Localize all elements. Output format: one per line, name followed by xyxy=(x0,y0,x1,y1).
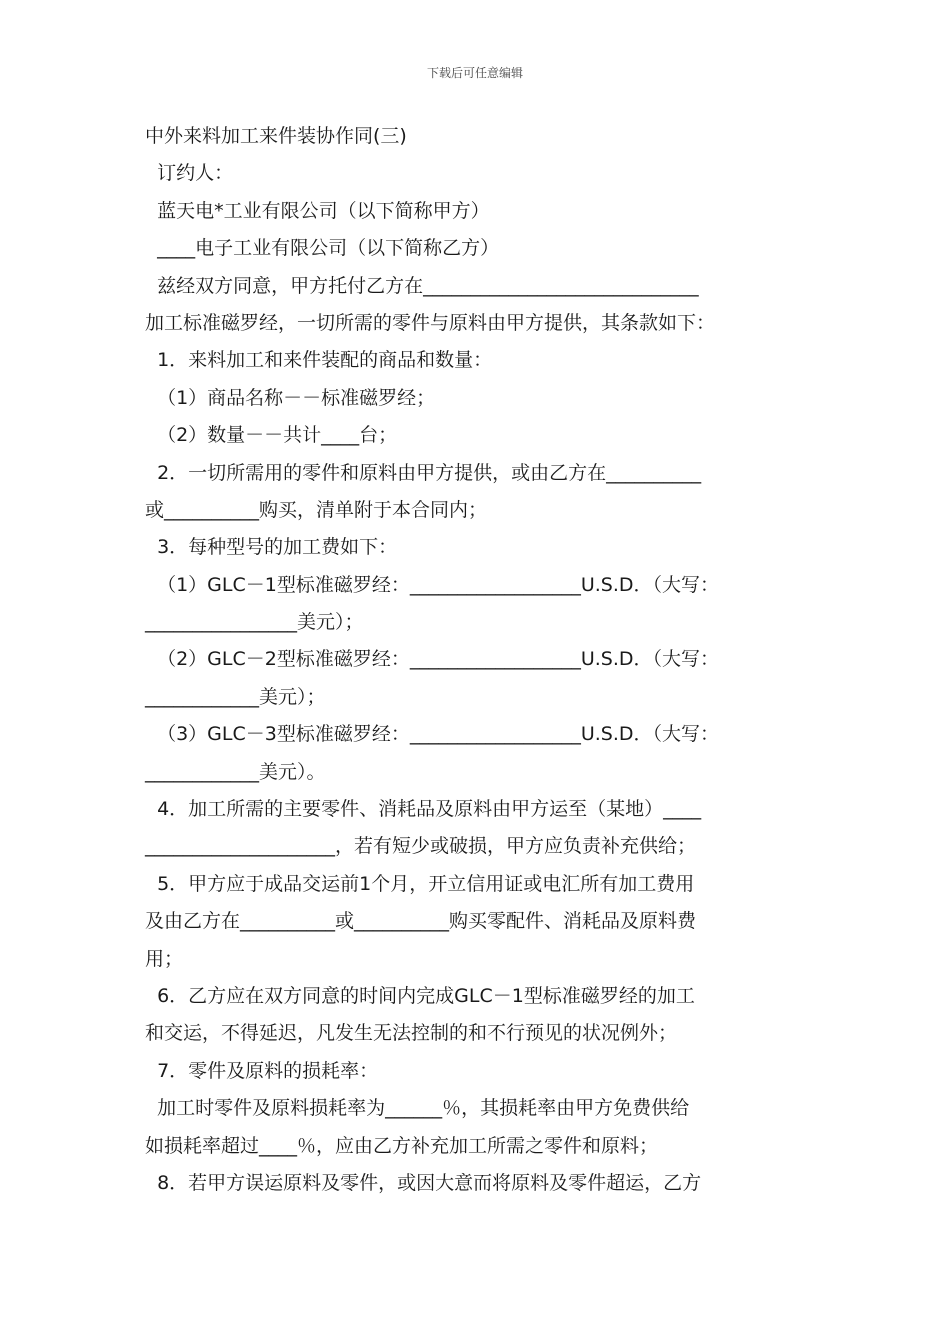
clause-5-line-1: 5．甲方应于成品交运前1个月，开立信用证或电汇所有加工费用 xyxy=(145,872,695,895)
clause-3-heading: 3．每种型号的加工费如下： xyxy=(145,536,398,559)
clause-3-item-1-cont: ________________美元）； xyxy=(145,611,364,634)
clause-5-line-3: 用； xyxy=(145,947,184,970)
clause-6-line-2: 和交运，不得延迟，凡发生无法控制的和不行预见的状况例外； xyxy=(145,1022,678,1045)
page-header: 下载后可任意编辑 xyxy=(426,66,523,80)
clause-6-line-1: 6．乙方应在双方同意的时间内完成GLC－1型标准磁罗经的加工 xyxy=(145,984,695,1007)
clause-5-line-2: 及由乙方在__________或__________购买零配件、消耗品及原料费 xyxy=(145,910,697,933)
clause-8-line-1: 8．若甲方误运原料及零件，或因大意而将原料及零件超运，乙方 xyxy=(145,1171,702,1194)
party-b: ____电子工业有限公司（以下简称乙方） xyxy=(145,237,500,260)
clause-7-heading: 7．零件及原料的损耗率： xyxy=(145,1059,379,1082)
clause-3-item-3-cont: ____________美元）。 xyxy=(145,760,326,783)
clause-3-item-1: （1）GLC－1型标准磁罗经：__________________U.S.D．（大写： xyxy=(145,573,720,596)
clause-7-line-2: 如损耗率超过____％，应由乙方补充加工所需之零件和原料； xyxy=(145,1134,659,1157)
clause-2-line-1: 2．一切所需用的零件和原料由甲方提供，或由乙方在__________ xyxy=(145,461,702,484)
clause-1-item-2: （2）数量－－共计____台； xyxy=(145,424,398,447)
clause-3-item-2-cont: ____________美元）； xyxy=(145,685,326,708)
clause-7-line-1: 加工时零件及原料损耗率为______％，其损耗率由甲方免费供给 xyxy=(145,1097,690,1120)
contract-title: 中外来料加工来件装协作同(三) xyxy=(145,125,407,147)
preamble-line-2: 加工标准磁罗经，一切所需的零件与原料由甲方提供，其条款如下： xyxy=(145,311,716,334)
party-a: 蓝天电*工业有限公司（以下简称甲方） xyxy=(145,199,490,222)
clause-3-item-3: （3）GLC－3型标准磁罗经：__________________U.S.D．（大写： xyxy=(145,723,720,746)
preamble-line-1: 兹经双方同意，甲方托付乙方在_____________________________ xyxy=(145,274,699,297)
clause-4-line-2: ____________________，若有短少或破损，甲方应负责补充供给； xyxy=(145,835,697,858)
clause-1-heading: 1．来料加工和来件装配的商品和数量： xyxy=(145,349,493,372)
contract-body xyxy=(145,118,815,1202)
clause-2-line-2: 或__________购买，清单附于本合同内； xyxy=(145,498,488,521)
clause-3-item-2: （2）GLC－2型标准磁罗经：__________________U.S.D．（大写： xyxy=(145,648,720,671)
clause-4-line-1: 4．加工所需的主要零件、消耗品及原料由甲方运至（某地）____ xyxy=(145,798,702,821)
contracting-parties-label: 订约人： xyxy=(145,162,234,185)
clause-1-item-1: （1）商品名称－－标准磁罗经； xyxy=(145,386,436,409)
